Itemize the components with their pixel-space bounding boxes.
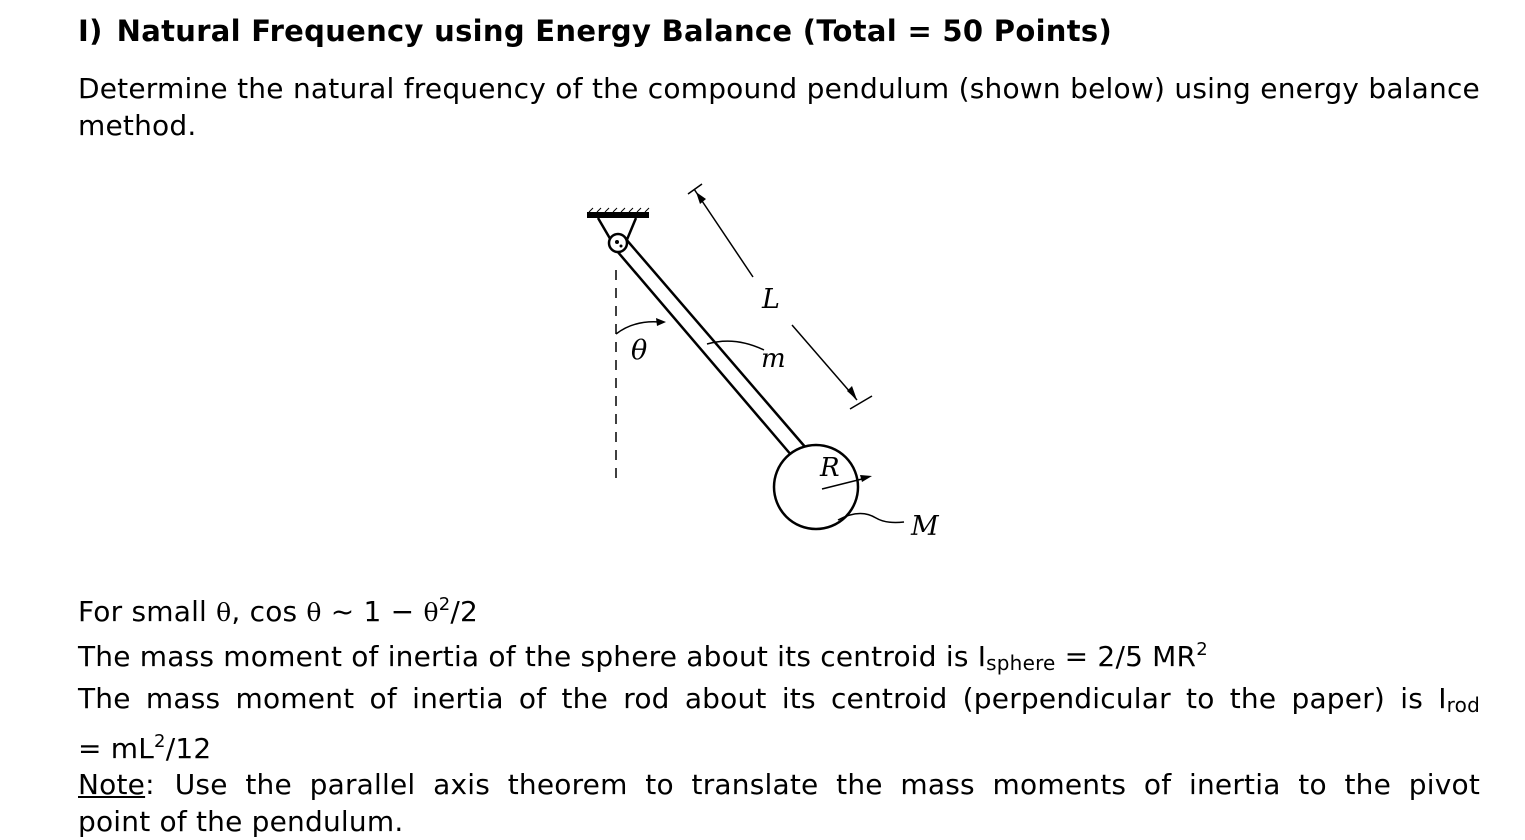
note-statement: Note: Use the parallel axis theorem to translate the mass moments of inertia to the pivot [78, 767, 1480, 804]
rod-inertia-statement: The mass moment of inertia of the rod about its centroid (perpendicular to the paper) is $I_{rod}$ [78, 681, 1480, 724]
note-statement-continued: point of the pendulum. [78, 804, 1480, 840]
radius-label: R [819, 453, 840, 483]
rod-mass-leader [707, 341, 764, 350]
sphere-inertia-statement: The mass moment of inertia of the sphere about its centroid is $I_{sphere} = 2/5$ $MR^2$ [78, 632, 1480, 682]
problem-statement: Determine the natural frequency of the compound pendulum (shown below) using energy balance method. [78, 70, 1480, 144]
length-dimension [688, 184, 872, 409]
angle-label: θ [631, 335, 647, 366]
length-label: L [761, 284, 780, 315]
angle-arrow [616, 318, 666, 334]
small-angle-approximation: For small θ, cos θ ~ $1 - \theta^2/2$ [78, 587, 1480, 632]
note-label: Note [78, 768, 145, 801]
rod-inertia-formula: = $mL^2/12$ [78, 724, 1480, 768]
section-number: I) [78, 14, 103, 48]
given-information [78, 587, 1480, 840]
rod-mass-label: m [761, 344, 786, 374]
compound-pendulum-figure [560, 182, 980, 552]
ceiling-bar [587, 212, 649, 218]
sphere-mass-label: M [910, 511, 940, 542]
pendulum-diagram [560, 182, 980, 552]
section-title: Natural Frequency using Energy Balance (Total = 50 Points) [117, 14, 1112, 48]
section-heading [78, 14, 1112, 48]
